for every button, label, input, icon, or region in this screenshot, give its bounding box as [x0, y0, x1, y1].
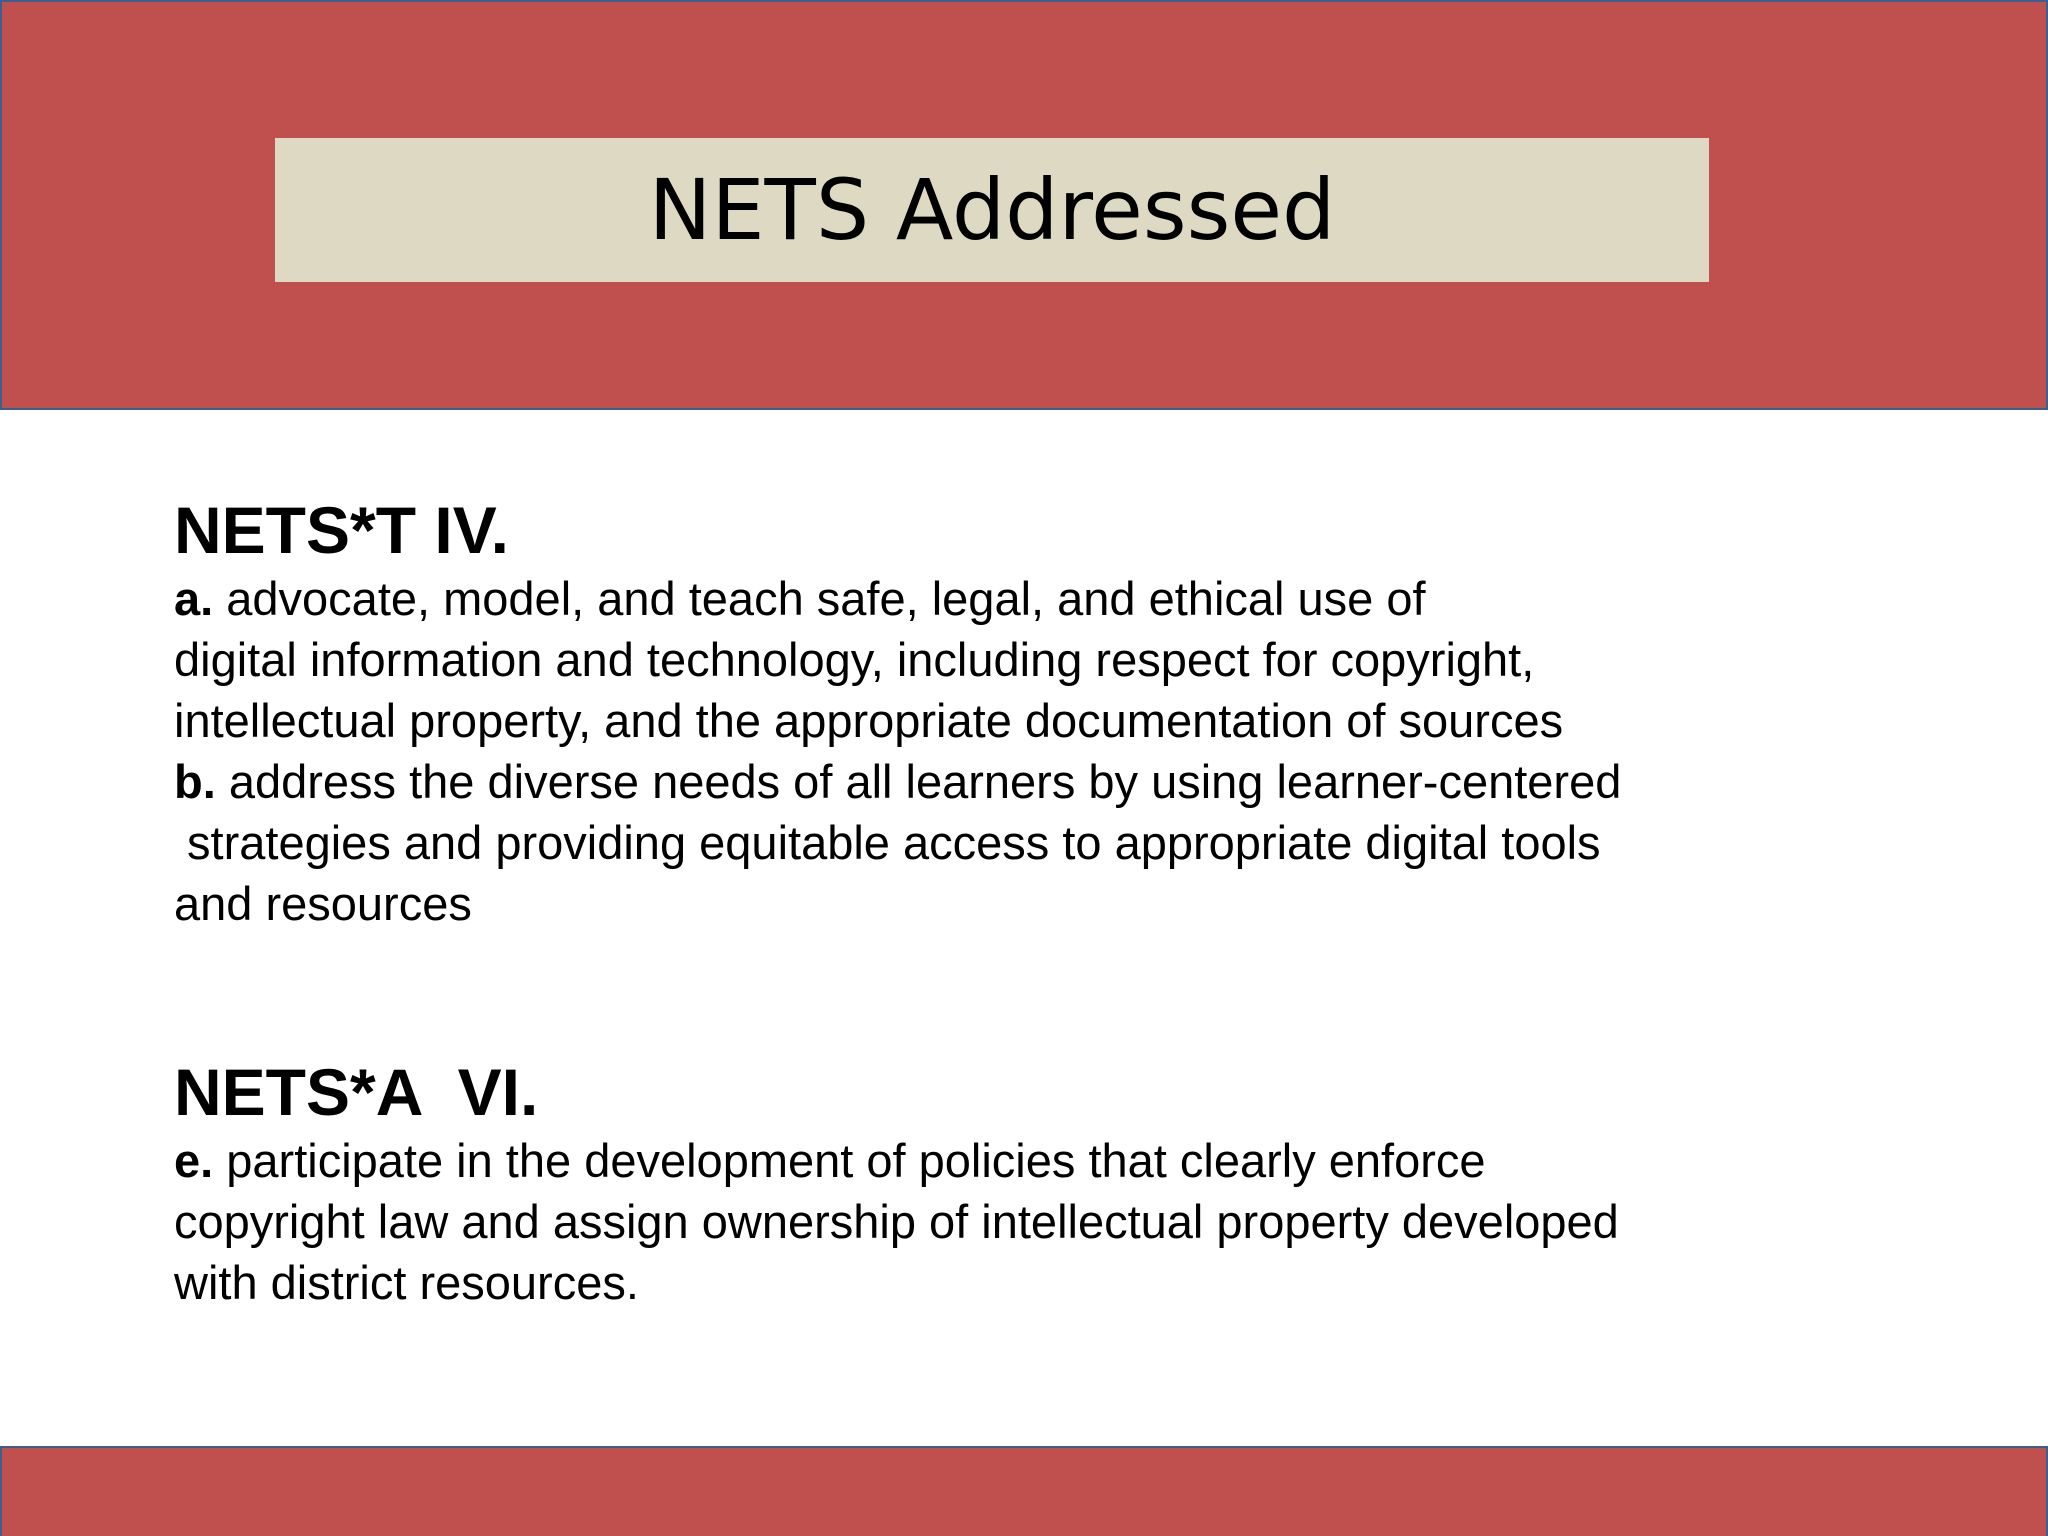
standard-line [174, 1191, 1619, 1252]
item-letter: b. [174, 755, 216, 808]
item-letter: a. [174, 572, 214, 625]
standard-line [174, 873, 1621, 934]
header-band [0, 0, 2048, 410]
section-heading: NETS*T IV. [174, 493, 509, 567]
standard-line [174, 1130, 1619, 1191]
standard-line [174, 629, 1621, 690]
item-letter: e. [174, 1134, 214, 1187]
item-text: address the diverse needs of all learners by using learner-centered [215, 755, 1622, 808]
footer-band [0, 1446, 2048, 1536]
item-text: copyright law and assign ownership of intellectual property developed [174, 1195, 1619, 1248]
item-text: digital information and technology, including respect for copyright, [174, 633, 1535, 686]
item-text: advocate, model, and teach safe, legal, and ethical use of [213, 572, 1426, 625]
item-text: participate in the development of policies that clearly enforce [213, 1134, 1486, 1187]
standard-line [174, 690, 1621, 751]
standard-line [174, 1252, 1619, 1313]
section-nets-a [174, 1054, 1619, 1313]
slide-title: NETS Addressed [648, 161, 1336, 259]
item-text: strategies and providing equitable access to appropriate digital tools [174, 816, 1601, 869]
item-text: intellectual property, and the appropriate documentation of sources [174, 694, 1564, 747]
standard-line [174, 568, 1621, 629]
title-box [275, 138, 1709, 282]
section-heading: NETS*A VI. [174, 1055, 539, 1129]
standard-line [174, 751, 1621, 812]
item-text: and resources [174, 877, 472, 930]
item-text: with district resources. [174, 1256, 639, 1309]
section-nets-t [174, 492, 1621, 934]
standard-line [174, 812, 1621, 873]
